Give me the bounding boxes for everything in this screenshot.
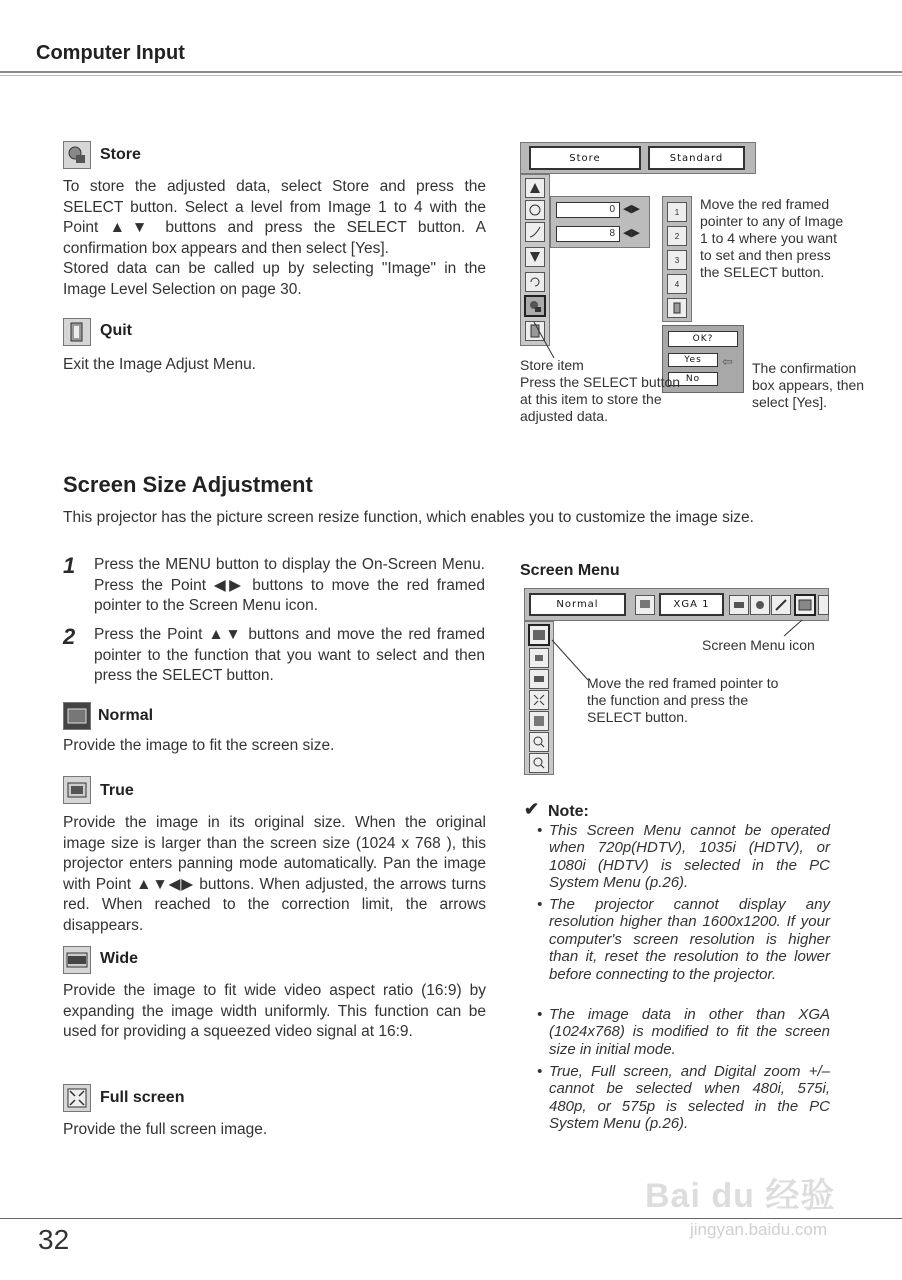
store-menu-right: Standard — [648, 146, 745, 170]
note-item-2: The projector cannot display any resolution higher than 1600x1200. If your computer's screen resolution is higher than it, reset the resolution to the lower before connecting to the projector. — [549, 896, 830, 983]
true-strip-icon — [529, 648, 549, 668]
screen-menu-heading: Screen Menu — [520, 562, 620, 579]
note-bullet-4: • — [537, 1063, 543, 1080]
callout-store-item: Store item Press the SELECT button at this item to store the adjusted data. — [520, 357, 681, 424]
screen-menu-icon-label: Screen Menu icon — [702, 637, 815, 653]
step-1-number: 1 — [63, 553, 76, 578]
confirm-yes: Yes — [668, 353, 718, 367]
screen-menu-resolution: XGA 1 — [659, 593, 724, 616]
wide-body: Provide the image to fit wide video aspect ratio (16:9) by expanding the image width uniformly. This function can be used for providing a squeezed video signal at 16:9. — [63, 982, 486, 1040]
confirm-ok-prompt: OK? — [668, 331, 738, 347]
screen-size-intro: This projector has the picture screen resize function, which enables you to customize the image size. — [63, 509, 754, 526]
gamma-icon — [525, 222, 545, 242]
wide-strip-icon — [529, 669, 549, 689]
normal-heading: Normal — [98, 707, 154, 724]
note-bullet-2: • — [537, 896, 543, 913]
step-2-text: Press the Point ▲▼ buttons and move the red framed pointer to the function that you want to select and then press the SELECT button. — [94, 626, 485, 684]
watermark-url: jingyan.baidu.com — [690, 1220, 828, 1239]
image-3-icon: 3 — [667, 250, 687, 270]
true-heading: True — [100, 782, 134, 799]
page-number: 32 — [38, 1224, 70, 1255]
full-screen-body: Provide the full screen image. — [63, 1121, 268, 1138]
note-item-4: True, Full screen, and Digital zoom +/– cannot be selected when 480i, 575i, 480p, or 575p is selected in the PC System Menu (p.26). — [549, 1063, 830, 1133]
true-body: Provide the image in its original size. When the original image size is larger than the screen size (1024 x 768 ), this projector enters panning mode automatically. Pan the image with Point ▲▼◀▶ buttons. When adjusted, the arrows turns red. When reached to the correction limit, the arrows disappears. — [63, 814, 486, 934]
header-rule — [0, 71, 902, 73]
custom-strip-icon — [529, 711, 549, 731]
store-heading: Store — [100, 146, 141, 163]
brightness-icon — [525, 200, 545, 220]
full-screen-heading: Full screen — [100, 1089, 185, 1106]
quit-heading: Quit — [100, 322, 132, 339]
checkmark-icon: ✔ — [524, 799, 540, 819]
wide-icon — [63, 946, 91, 974]
screen-menu-callout: Move the red framed pointer to the function and press the SELECT button. — [587, 675, 779, 725]
note-heading: Note: — [548, 803, 589, 820]
fullscreen-strip-icon — [529, 690, 549, 710]
screen-size-title: Screen Size Adjustment — [63, 472, 313, 497]
step-1-text: Press the MENU button to display the On-Screen Menu. Press the Point ◀▶ buttons to move the red framed pointer to the Screen Menu icon. — [94, 556, 485, 614]
zoom-in-icon — [529, 732, 549, 752]
normal-strip-icon — [528, 624, 550, 646]
store-icon — [63, 141, 91, 169]
footer-rule — [0, 1218, 902, 1219]
watermark-brand: Bai du 经验 — [645, 1177, 836, 1215]
note-bullet-1: • — [537, 822, 543, 839]
header-rule-thin — [0, 75, 902, 76]
store-item-leader-line — [520, 300, 580, 360]
down-icon — [525, 247, 545, 267]
note-bullet-3: • — [537, 1006, 543, 1023]
image-4-icon: 4 — [667, 274, 687, 294]
screen-menu-mode: Normal — [529, 593, 626, 616]
quit-icon — [63, 318, 91, 346]
full-screen-icon — [63, 1084, 91, 1112]
callout-move-pointer: Move the red framed pointer to any of Image 1 to 4 where you want to set and then press the SELECT button. — [700, 196, 844, 280]
step-2-number: 2 — [63, 624, 76, 649]
callout-confirmation: The confirmation box appears, then select [Yes]. — [752, 360, 865, 410]
image-quit-icon — [667, 298, 687, 318]
image-1-icon: 1 — [667, 202, 687, 222]
true-icon — [63, 776, 91, 804]
store-body-1: To store the adjusted data, select Store and press the SELECT button. Select a level from Image 1 to 4 with the Point ▲▼ buttons and press the SELECT button. A confirmation box appears and then select [Yes]. — [63, 178, 486, 257]
zoom-out-icon — [529, 753, 549, 773]
pointer-arrow-icon: ⇦ — [722, 354, 733, 369]
note-item-1: This Screen Menu cannot be operated when 720p(HDTV), 1035i (HDTV), or 1080i (HDTV) is selected in the PC System Menu (p.26). — [549, 822, 830, 892]
value-arrows-1: ◀▶ — [623, 203, 640, 215]
value-field-2: 8 — [556, 226, 620, 242]
normal-icon — [63, 702, 91, 730]
store-menu-left: Store — [529, 146, 641, 170]
next-menu-icon — [818, 595, 829, 615]
wide-heading: Wide — [100, 950, 139, 967]
image-2-icon: 2 — [667, 226, 687, 246]
note-item-3: The image data in other than XGA (1024x768) is modified to fit the screen size in initial mode. — [549, 1006, 830, 1058]
value-arrows-2: ◀▶ — [623, 227, 640, 239]
reset-icon — [525, 272, 545, 292]
confirm-no: No — [668, 372, 718, 386]
store-body-2: Stored data can be called up by selecting "Image" in the Image Level Selection on page 30. — [63, 260, 486, 298]
page-header-title: Computer Input — [36, 42, 185, 64]
quit-body: Exit the Image Adjust Menu. — [63, 356, 256, 373]
normal-body: Provide the image to fit the screen size. — [63, 737, 335, 754]
contrast-up-icon — [525, 178, 545, 198]
value-field-1: 0 — [556, 202, 620, 218]
